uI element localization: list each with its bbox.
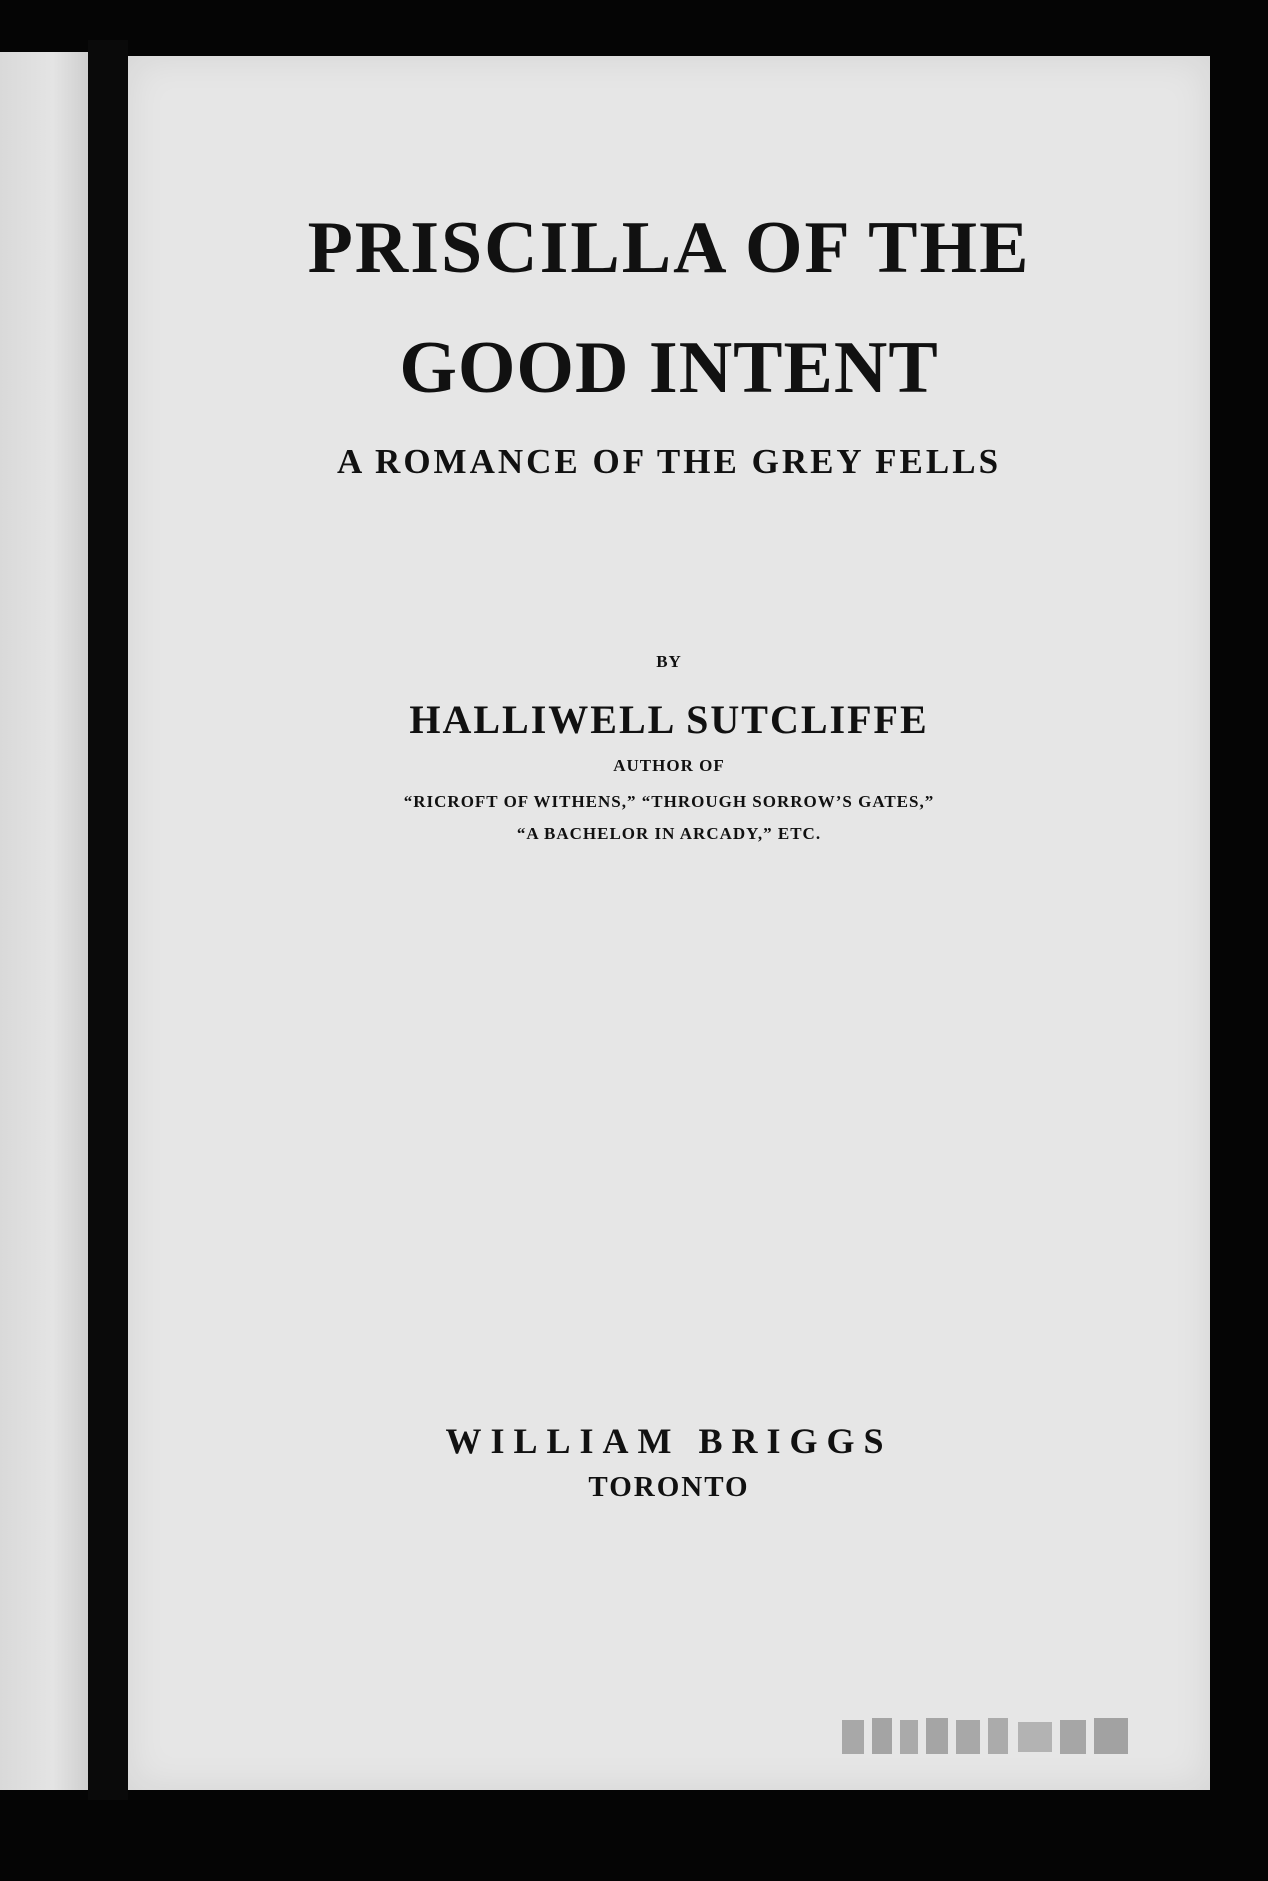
author-name: HALLIWELL SUTCLIFFE <box>409 697 929 742</box>
publisher-city: TORONTO <box>588 1471 750 1503</box>
previous-works-line-2: “A BACHELOR IN ARCADY,” ETC. <box>516 824 822 843</box>
author-of-label: AUTHOR OF <box>613 756 725 775</box>
publisher-name: WILLIAM BRIGGS <box>445 1421 893 1461</box>
subtitle: A ROMANCE OF THE GREY FELLS <box>336 442 1002 481</box>
by-line: BY <box>656 652 682 671</box>
title-line-2: GOOD INTENT <box>399 327 939 409</box>
book-spine-gutter <box>88 40 128 1800</box>
previous-works-line-1: “RICROFT OF WITHENS,” “THROUGH SORROW’S GATES,” <box>403 792 935 811</box>
library-stamp-mark <box>842 1712 1132 1762</box>
title-page <box>128 56 1210 1790</box>
left-page-edge <box>0 52 88 1790</box>
title-line-1: PRISCILLA OF THE <box>307 207 1031 289</box>
